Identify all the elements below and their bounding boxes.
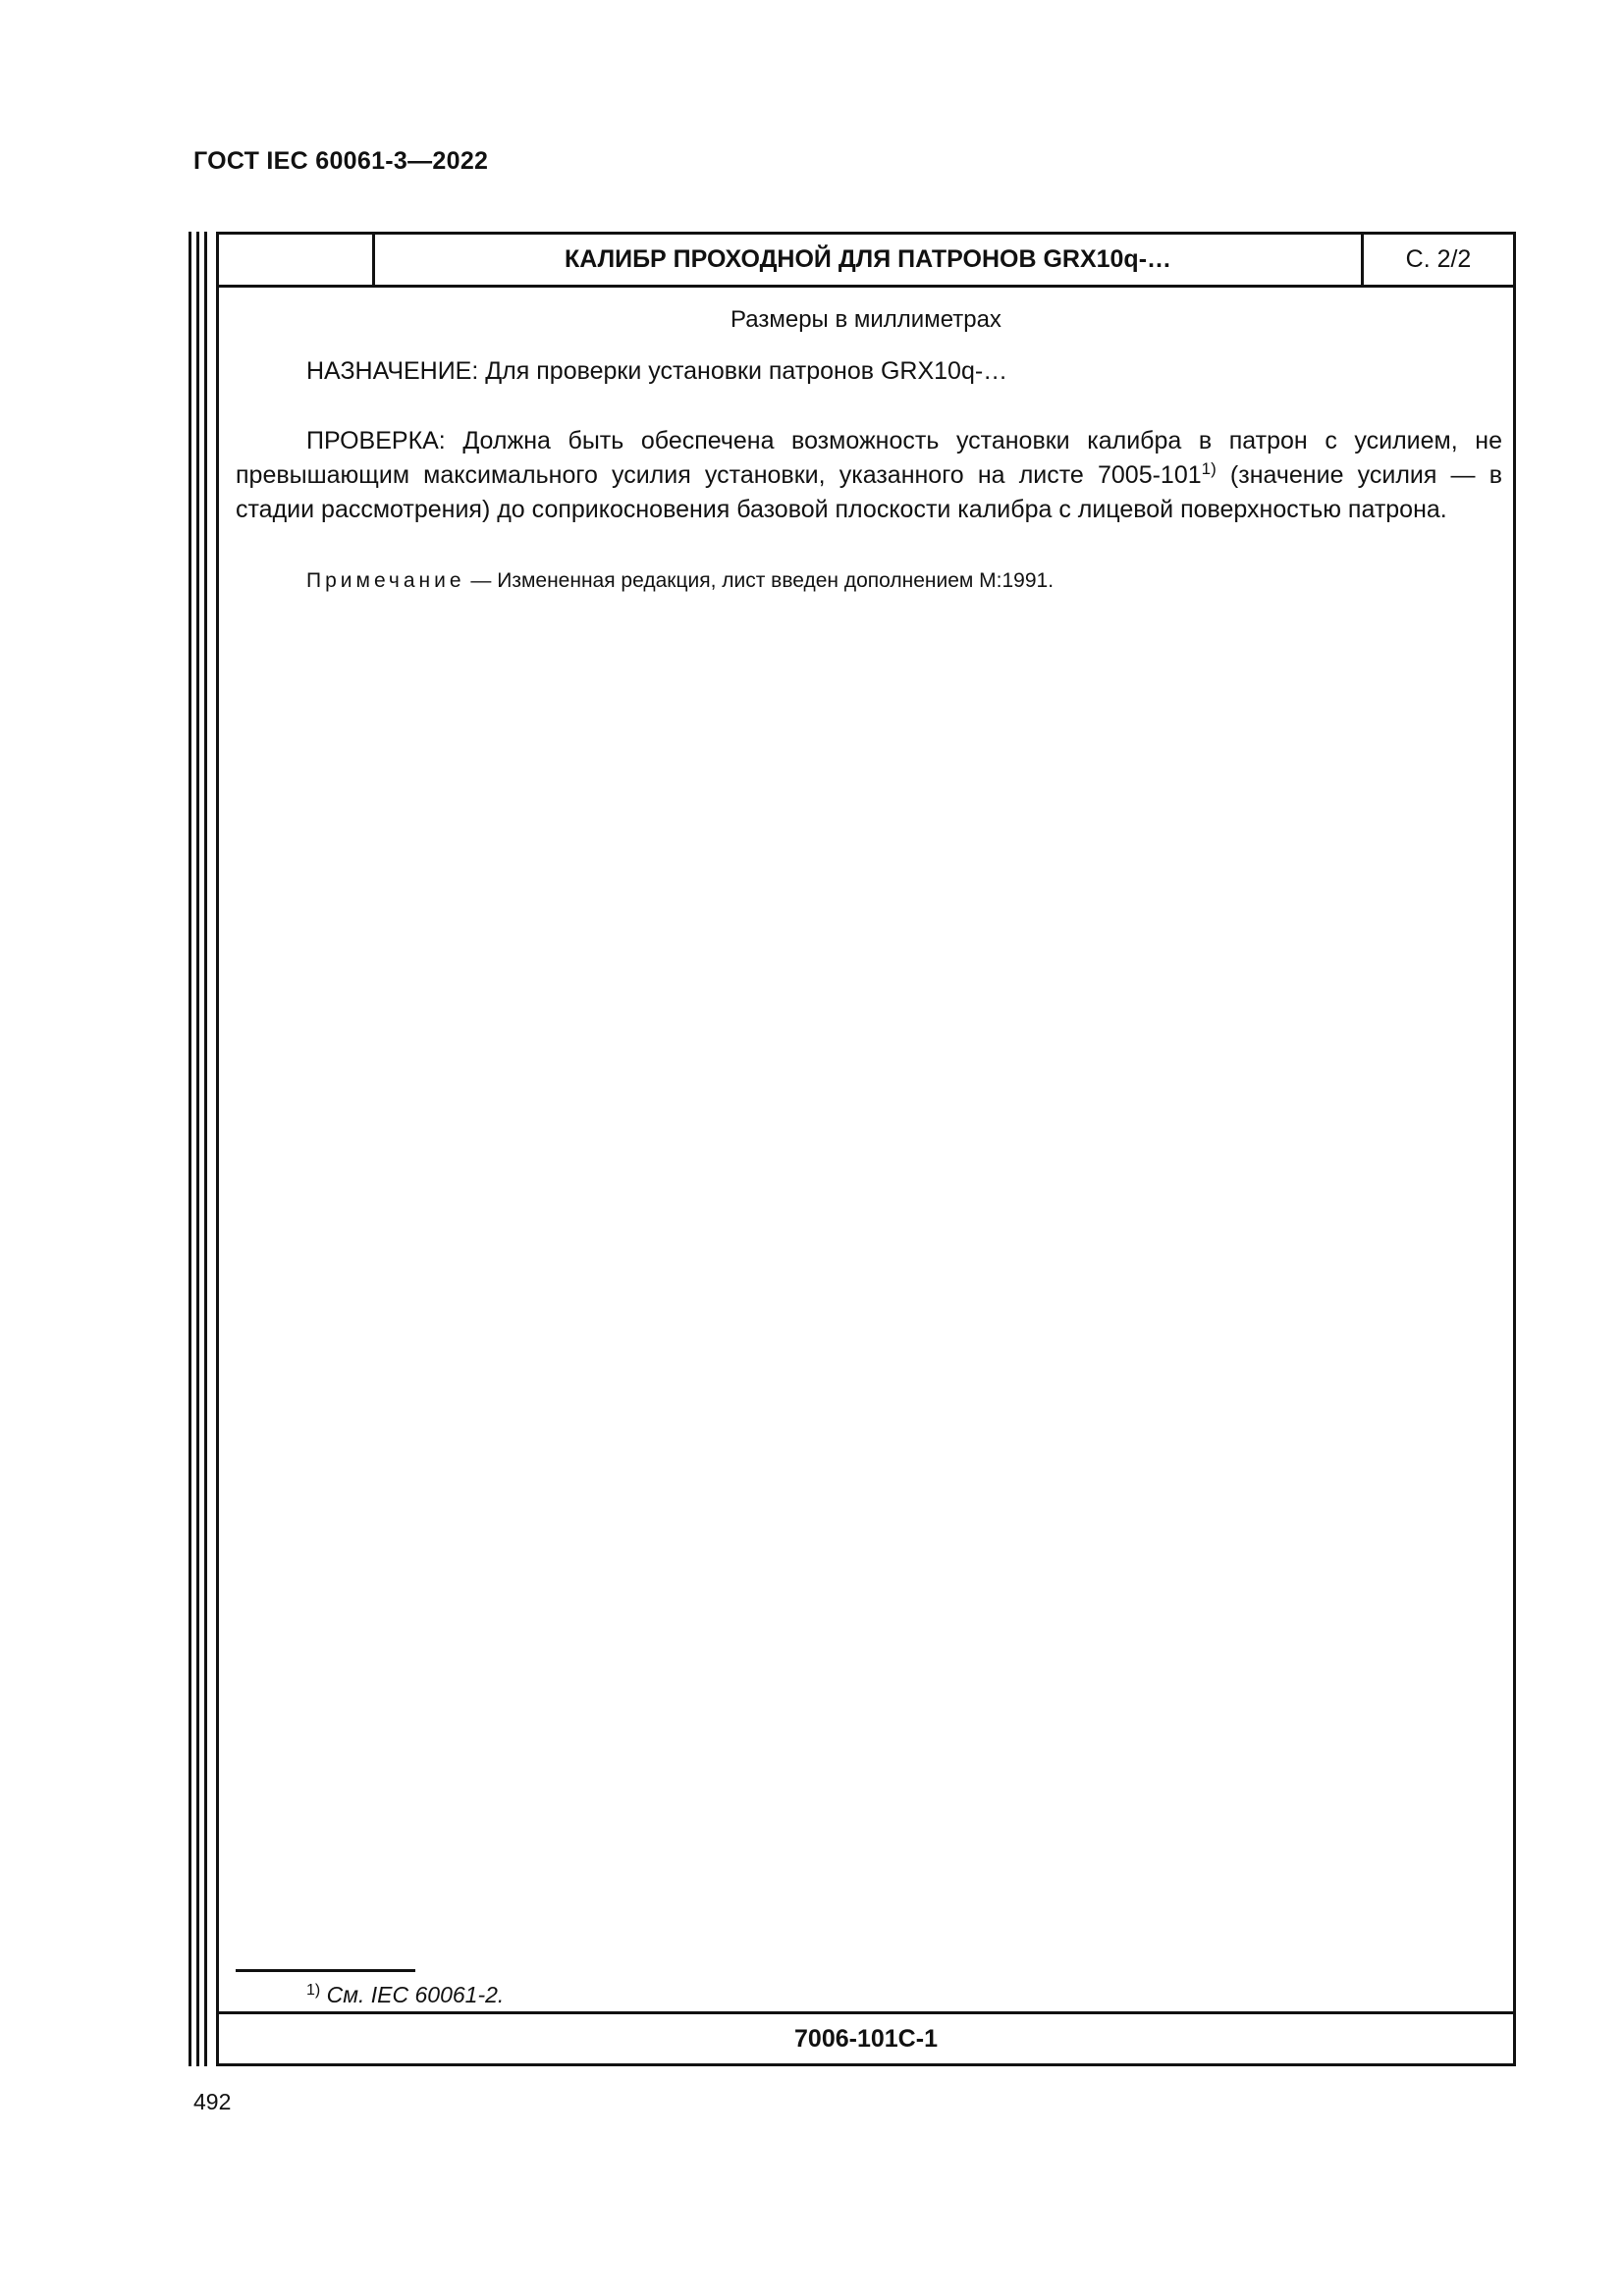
left-margin-rules — [189, 232, 218, 2066]
dimensions-note: Размеры в миллиметрах — [730, 306, 1001, 333]
sheet-code: 7006-101C-1 — [219, 2011, 1513, 2063]
margin-rule — [204, 232, 207, 2066]
purpose-paragraph: НАЗНАЧЕНИЕ: Для проверки установки патронов GRX10q-… — [306, 357, 1008, 385]
standard-id-header: ГОСТ IEC 60061-3—2022 — [193, 147, 489, 175]
footnote-separator — [236, 1969, 415, 1972]
note-label: Примечание — [306, 569, 465, 592]
note-text: — Измененная редакция, лист введен дополнением М:1991. — [464, 569, 1055, 592]
margin-rule — [189, 232, 191, 2066]
check-paragraph — [236, 424, 1502, 527]
check-text-before: ПРОВЕРКА: Должна быть обеспечена возможность установки калибра в патрон с усилием, не превышающим максимального усилия установки, указанного на листе 7005-101 — [236, 427, 1502, 489]
footnote — [306, 1982, 504, 2008]
sheet-title: КАЛИБР ПРОХОДНОЙ ДЛЯ ПАТРОНОВ GRX10q-… — [375, 235, 1364, 285]
check-text-after: (значение усилия — в стадии рассмотрения) до соприкосновения базовой плоскости калибра с лицевой поверхностью патрона. — [236, 461, 1502, 523]
page-number: 492 — [193, 2089, 232, 2114]
footnote-reference: 1) — [1201, 459, 1217, 478]
note-paragraph — [306, 569, 1054, 593]
footnote-mark: 1) — [306, 1982, 321, 1999]
title-row — [219, 235, 1513, 288]
sheet-frame — [216, 232, 1516, 2066]
footnote-text: См. IEC 60061-2. — [320, 1982, 505, 2007]
margin-rule — [196, 232, 199, 2066]
title-empty-cell — [219, 235, 375, 285]
page-label: С. 2/2 — [1405, 245, 1472, 273]
